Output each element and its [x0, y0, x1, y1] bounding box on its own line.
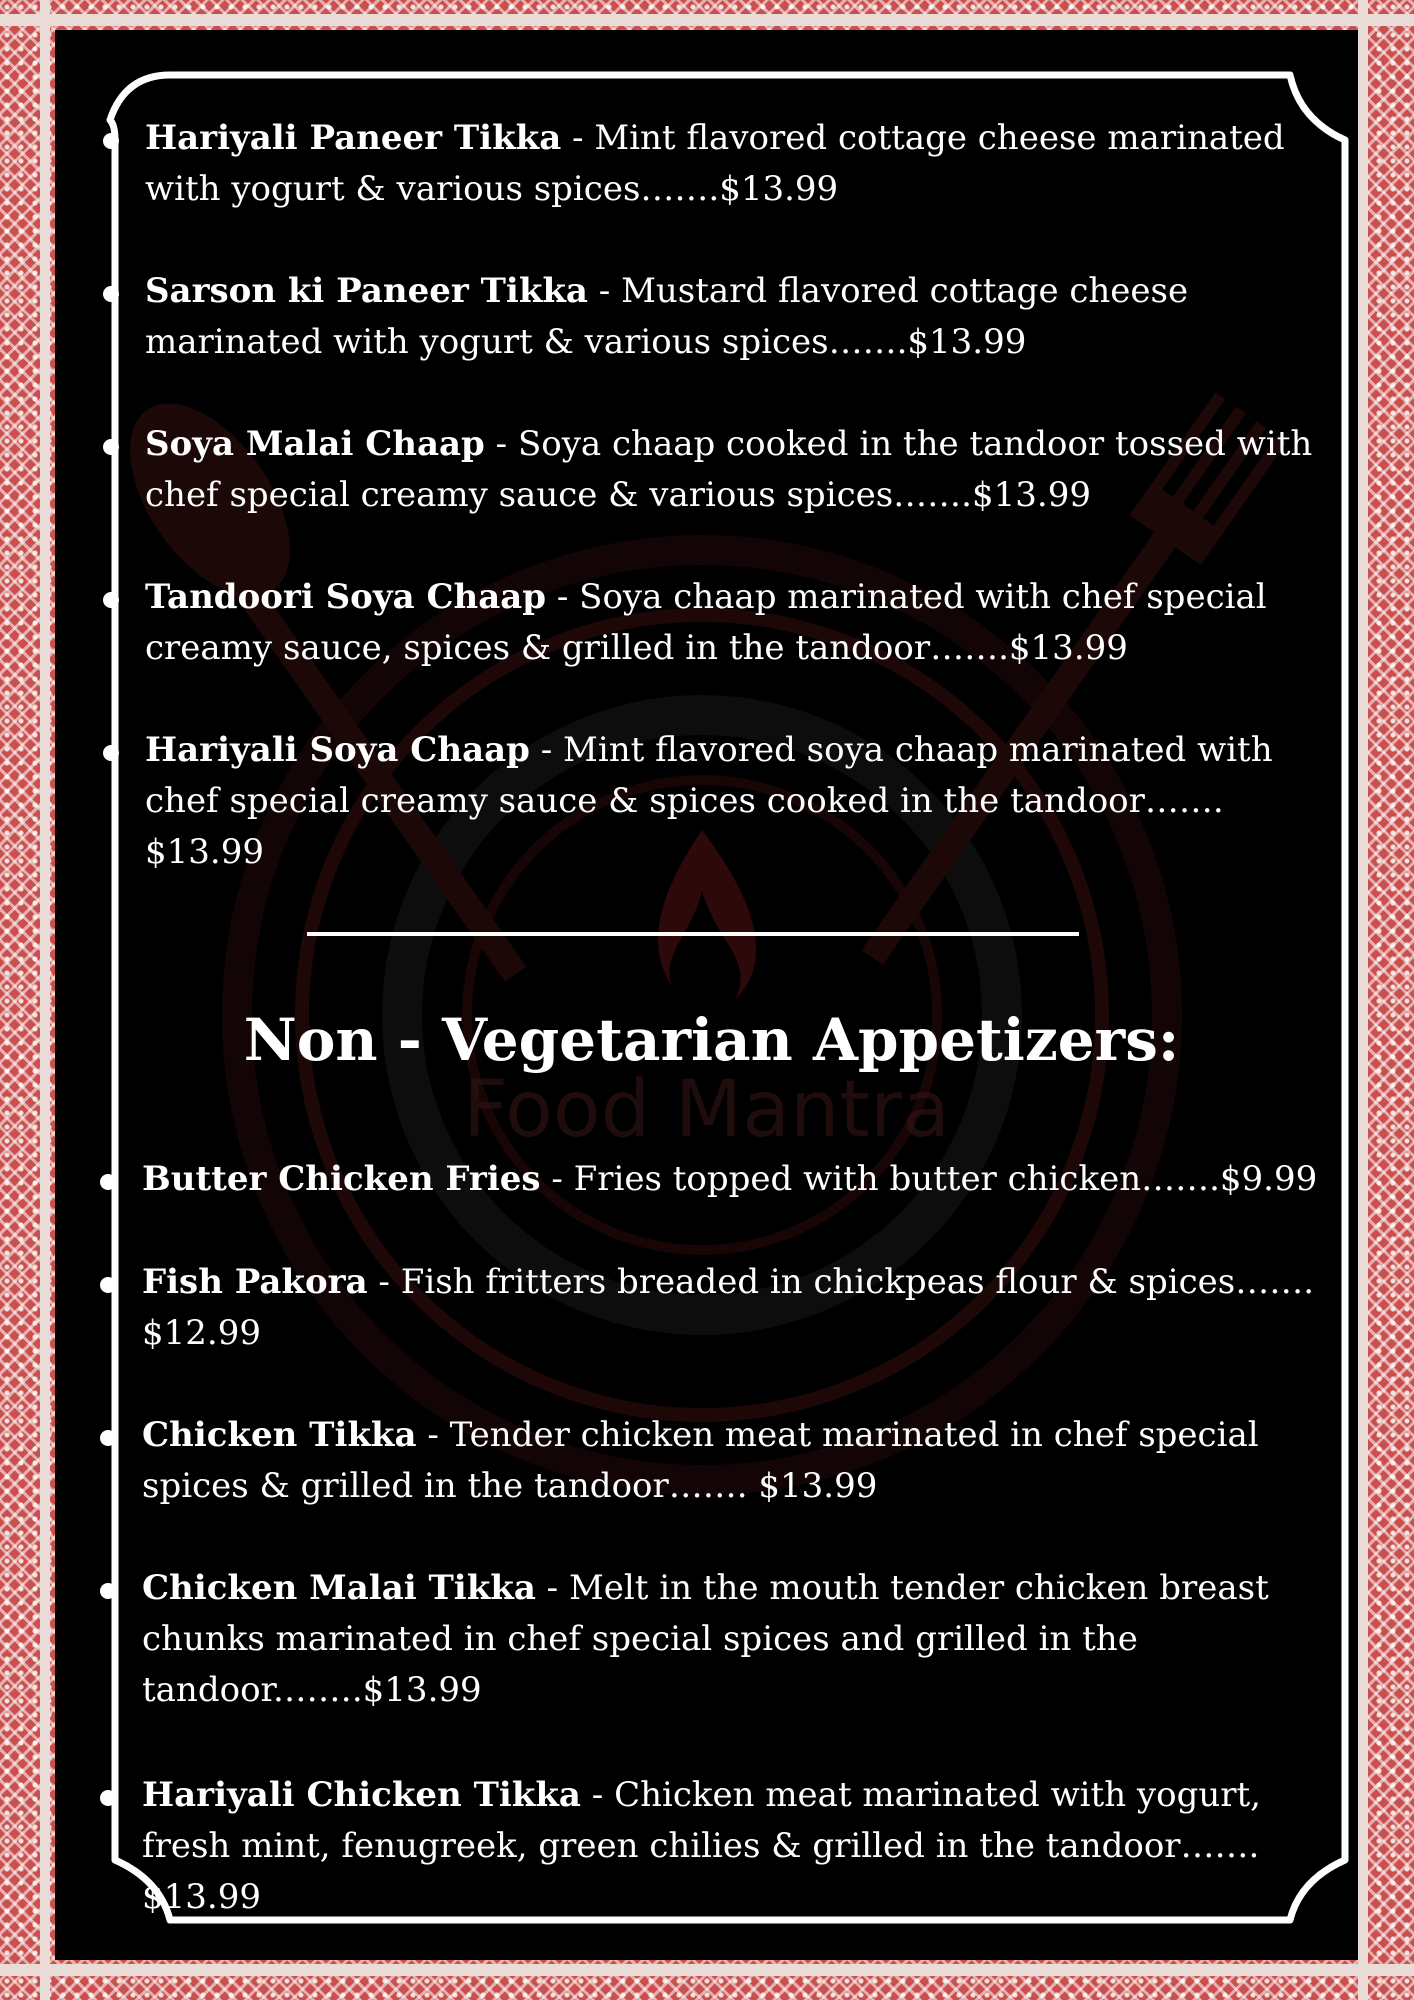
section-divider	[307, 932, 1079, 936]
menu-item	[142, 1154, 1322, 1205]
item-description: Melt in the mouth tender chicken breast chunks marinated in chef special spices and grilled in the tandoor.…….	[142, 1568, 1269, 1710]
menu-item	[145, 725, 1325, 878]
item-separator: -	[416, 1415, 450, 1455]
item-separator: -	[484, 424, 518, 464]
item-separator: -	[367, 1262, 401, 1302]
item-separator: -	[540, 1159, 574, 1199]
item-description: Soya chaap marinated with chef special creamy sauce, spices & grilled in the tandoor…….	[145, 577, 1267, 668]
menu-item	[142, 1410, 1322, 1512]
item-name: Hariyali Chicken Tikka	[142, 1775, 581, 1815]
bullet-icon	[100, 1277, 116, 1293]
item-price: $9.99	[1219, 1159, 1318, 1199]
border-edge-left	[40, 0, 50, 2000]
item-name: Chicken Malai Tikka	[142, 1568, 536, 1608]
item-name: Hariyali Paneer Tikka	[145, 118, 562, 158]
bullet-icon	[103, 439, 119, 455]
bullet-icon	[100, 1174, 116, 1190]
bullet-icon	[100, 1430, 116, 1446]
item-price: $13.99	[362, 1670, 482, 1710]
menu-panel	[55, 30, 1358, 1960]
bullet-icon	[103, 592, 119, 608]
menu-item	[145, 419, 1325, 521]
item-name: Fish Pakora	[142, 1262, 368, 1302]
item-price: $13.99	[907, 322, 1027, 362]
bullet-icon	[103, 286, 119, 302]
bullet-icon	[100, 1790, 116, 1806]
item-name: Soya Malai Chaap	[145, 424, 485, 464]
menu-item	[142, 1770, 1322, 1923]
item-price: $12.99	[142, 1313, 261, 1353]
item-price: $13.99	[719, 169, 839, 209]
bullet-icon	[103, 745, 119, 761]
menu-item	[142, 1563, 1322, 1716]
item-name: Sarson ki Paneer Tikka	[145, 271, 588, 311]
item-description: Mint flavored soya chaap marinated with chef special creamy sauce & spices cooked in the tandoor…….	[145, 730, 1273, 821]
item-name: Tandoori Soya Chaap	[145, 577, 547, 617]
item-description: Chicken meat marinated with yogurt, fresh mint, fenugreek, green chilies & grilled in the tandoor…….	[142, 1775, 1261, 1866]
item-price: $13.99	[1008, 628, 1128, 668]
item-name: Hariyali Soya Chaap	[145, 730, 530, 770]
item-price: $13.99	[972, 475, 1091, 515]
item-separator: -	[587, 271, 622, 311]
bullet-icon	[100, 1583, 116, 1599]
watermark-text: Food Mantra	[463, 1065, 950, 1155]
section-title: Non - Vegetarian Appetizers:	[243, 1006, 1180, 1074]
item-description: Mint flavored cottage cheese marinated with yogurt & various spices…….	[145, 118, 1285, 209]
item-description: Soya chaap cooked in the tandoor tossed with chef special creamy sauce & various spices…….	[145, 424, 1313, 515]
item-name: Chicken Tikka	[142, 1415, 417, 1455]
item-description: Tender chicken meat marinated in chef special spices & grilled in the tandoor…….	[142, 1415, 1259, 1506]
menu-item	[142, 1257, 1322, 1359]
menu-content	[55, 30, 1358, 1960]
menu-item	[145, 266, 1325, 368]
item-description: Fish fritters breaded in chickpeas flour & spices…….	[400, 1262, 1315, 1302]
item-description: Fries topped with butter chicken…….	[573, 1159, 1220, 1199]
item-separator: -	[535, 1568, 569, 1608]
border-edge-bottom	[0, 1964, 1414, 1976]
item-separator: -	[529, 730, 564, 770]
border-edge-top	[0, 14, 1414, 26]
bullet-icon	[103, 133, 119, 149]
border-edge-right	[1358, 0, 1368, 2000]
menu-item	[145, 572, 1325, 674]
item-separator: -	[546, 577, 580, 617]
item-price: $13.99	[145, 832, 264, 872]
item-price: $13.99	[142, 1877, 261, 1917]
item-separator: -	[561, 118, 595, 158]
item-name: Butter Chicken Fries	[142, 1159, 541, 1199]
item-description: Mustard flavored cottage cheese marinated with yogurt & various spices…….	[145, 271, 1189, 362]
menu-item	[145, 113, 1325, 215]
item-price: $13.99	[758, 1466, 878, 1506]
item-separator: -	[580, 1775, 615, 1815]
